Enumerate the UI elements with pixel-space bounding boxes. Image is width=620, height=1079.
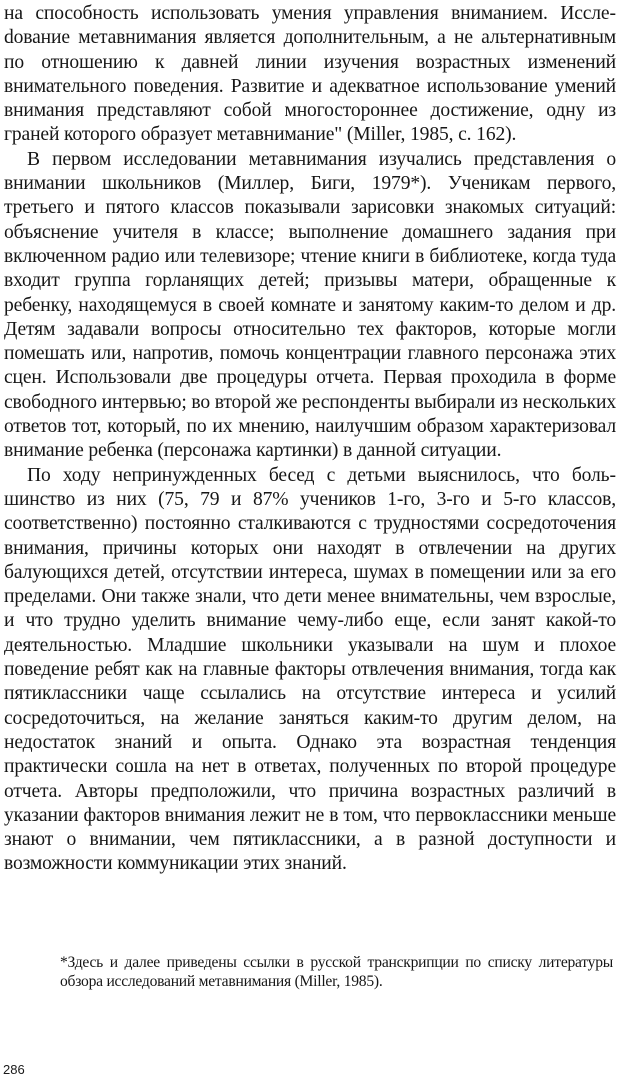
page-number: 286 [3, 1062, 25, 1077]
main-text [4, 2, 616, 877]
paragraph-first-study: В первом исследовании метавнимания изучались представления о внимании школьников (Миллер, Биги, 1979*). Ученикам первого, третьего и пятого классов показывали зарисовки знакомых ситуаций: объяснение учителя в классе; выполнение домашнего задания при включенном радио или телевизоре; чтение книги в библиотеке, когда туда входит группа горланящих детей; призывы матери, обращенные к ребенку, находящемуся в своей комнате и занятому каким-то делом и др. Детям задавали вопросы относительно тех факторов, которые могли помешать или, напротив, помочь концентрации главного персонажа этих сцен. Использовали две процедуры отчета. Первая проходила в форме свободного интервью; во второй же респонденты выбирали из нескольких ответов тот, который, по их мнению, наилучшим образом характеризовал внимание ребенка (персонажа картинки) в данной ситуации. [4, 148, 616, 462]
footnote: *Здесь и далее приведены ссылки в русской транскрипции по списку литературы обзора исследований метавнимания (Miller, 1985). [60, 954, 613, 990]
paragraph-interview-results: По ходу непринужденных бесед с детьми выяснилось, что большинство из них (75, 79 и 87% учеников 1-го, 3-го и 5-го классов, соответственно) постоянно сталкиваются с трудностями сосредоточения внимания, причины которых они находят в отвлечении на других балующихся детей, отсутствии интереса, шумах в помещении или за его пределами. Они также знали, что дети менее внимательны, чем взрослые, и что трудно уделить внимание чему-либо еще, если занят какой-то деятельностью. Младшие школьники указывали на шум и плохое поведение ребят как на главные факторы отвлечения внимания, тогда как пятиклассники чаще ссылались на отсутствие интереса и усилий сосредоточиться, на желание заняться каким-то другим делом, на недостаток знаний и опыта. Однако эта возрастная тенденция практически сошла на нет в ответах, полученных по второй процедуре отчета. Авторы предположили, что причина возрастных различий в указании факторов внимания лежит не в том, что первоклассники меньше знают о внимании, чем пятиклассники, а в разной доступности и возможности коммуникации этих знаний. [4, 464, 616, 875]
paragraph-continued: на способность использовать умения управления вниманием. Исслеdование метавнимания является дополнительным, а не альтернативным по отношению к давней линии изучения возрастных изменений внимательного поведения. Развитие и адекватное использование умений внимания представляют собой многостороннее достижение, одну из граней которого образует метавнимание" (Miller, 1985, с. 162). [4, 3, 616, 146]
